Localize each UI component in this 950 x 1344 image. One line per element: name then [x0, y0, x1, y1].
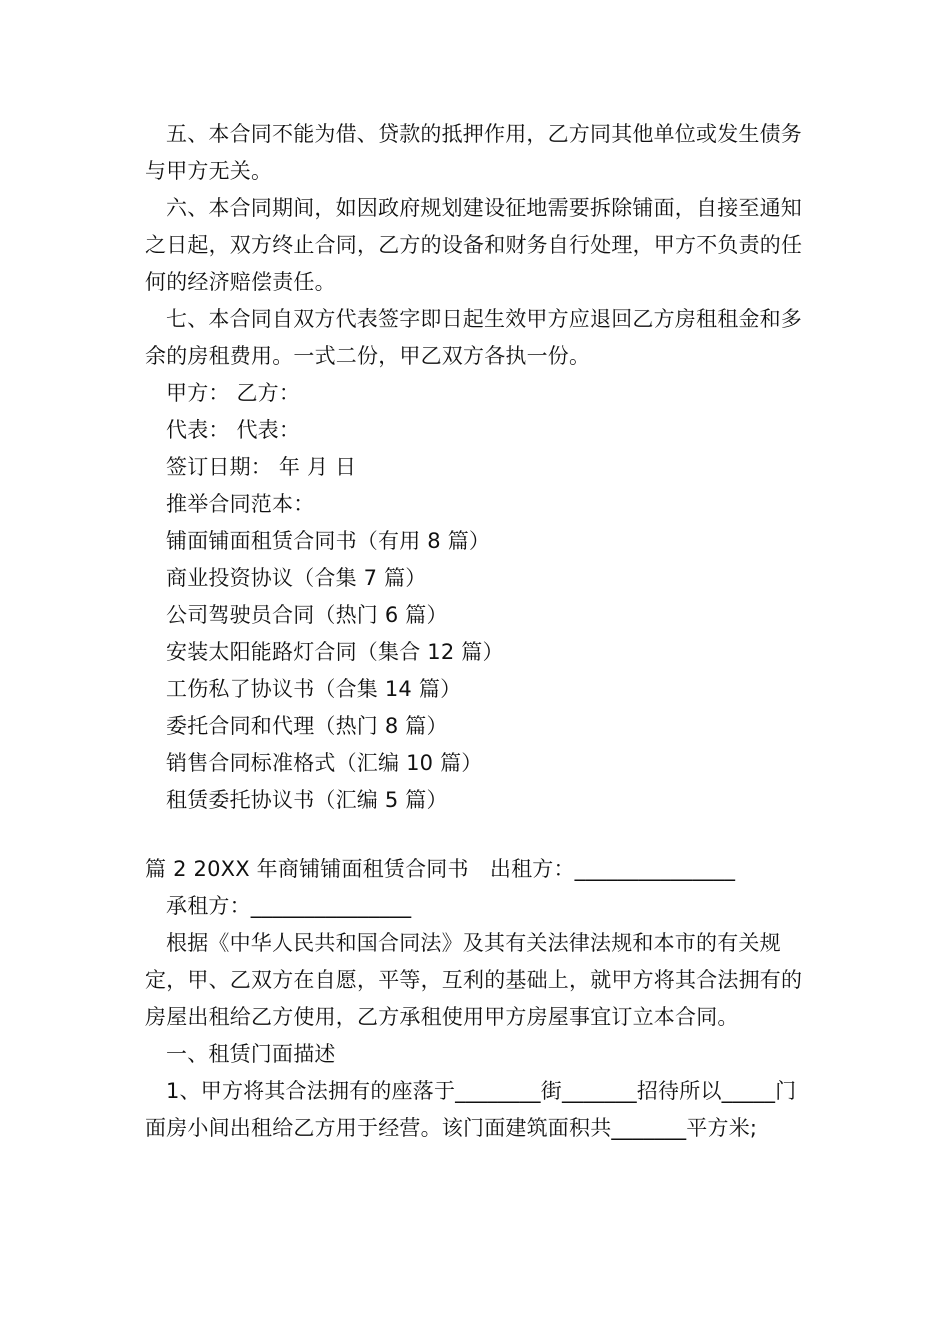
lessee-line: 承租方：_______________ [166, 894, 412, 918]
clause-6: 六、本合同期间，如因政府规划建设征地需要拆除铺面，自接至通知之日起，双方终止合同，乙方的设备和财务自行处理，甲方不负责的任何的经济赔偿责任。 [145, 196, 803, 294]
recommend-title: 推举合同范本： [166, 492, 315, 516]
document-body [145, 116, 810, 1147]
basis-paragraph: 根据《中华人民共和国合同法》及其有关法律法规和本市的有关规定，甲、乙双方在自愿，平等，互利的基础上，就甲方将其合法拥有的房屋出租给乙方使用，乙方承租使用甲方房屋事宜订立本合同。 [145, 931, 803, 1029]
section-heading-1: 一、租赁门面描述 [166, 1042, 336, 1066]
recommend-item: 工伤私了协议书（合集 14 篇） [166, 677, 462, 701]
representative-signature-line: 代表： 代表： [166, 418, 301, 442]
recommend-item: 销售合同标准格式（汇编 10 篇） [166, 751, 483, 775]
party-signature-line: 甲方： 乙方： [166, 381, 301, 405]
clause-7: 七、本合同自双方代表签字即日起生效甲方应退回乙方房租租金和多余的房租费用。一式二份，甲乙双方各执一份。 [145, 307, 802, 368]
recommend-item: 商业投资协议（合集 7 篇） [166, 566, 427, 590]
recommend-item: 租赁委托协议书（汇编 5 篇） [166, 788, 448, 812]
recommend-item: 安装太阳能路灯合同（集合 12 篇） [166, 640, 504, 664]
section-2-header: 篇 2 20XX 年商铺铺面租赁合同书 出租方：_______________ [145, 857, 736, 881]
item-1-paragraph: 1、甲方将其合法拥有的座落于________街_______招待所以_____门面房小间出租给乙方用于经营。该门面建筑面积共_______平方米; [145, 1079, 797, 1140]
signing-date-line: 签订日期： 年 月 日 [166, 455, 357, 479]
recommend-item: 铺面铺面租赁合同书（有用 8 篇） [166, 529, 491, 553]
recommend-item: 公司驾驶员合同（热门 6 篇） [166, 603, 448, 627]
recommend-item: 委托合同和代理（热门 8 篇） [166, 714, 448, 738]
section-spacer [145, 819, 810, 851]
clause-5: 五、本合同不能为借、贷款的抵押作用，乙方同其他单位或发生债务与甲方无关。 [145, 122, 802, 183]
